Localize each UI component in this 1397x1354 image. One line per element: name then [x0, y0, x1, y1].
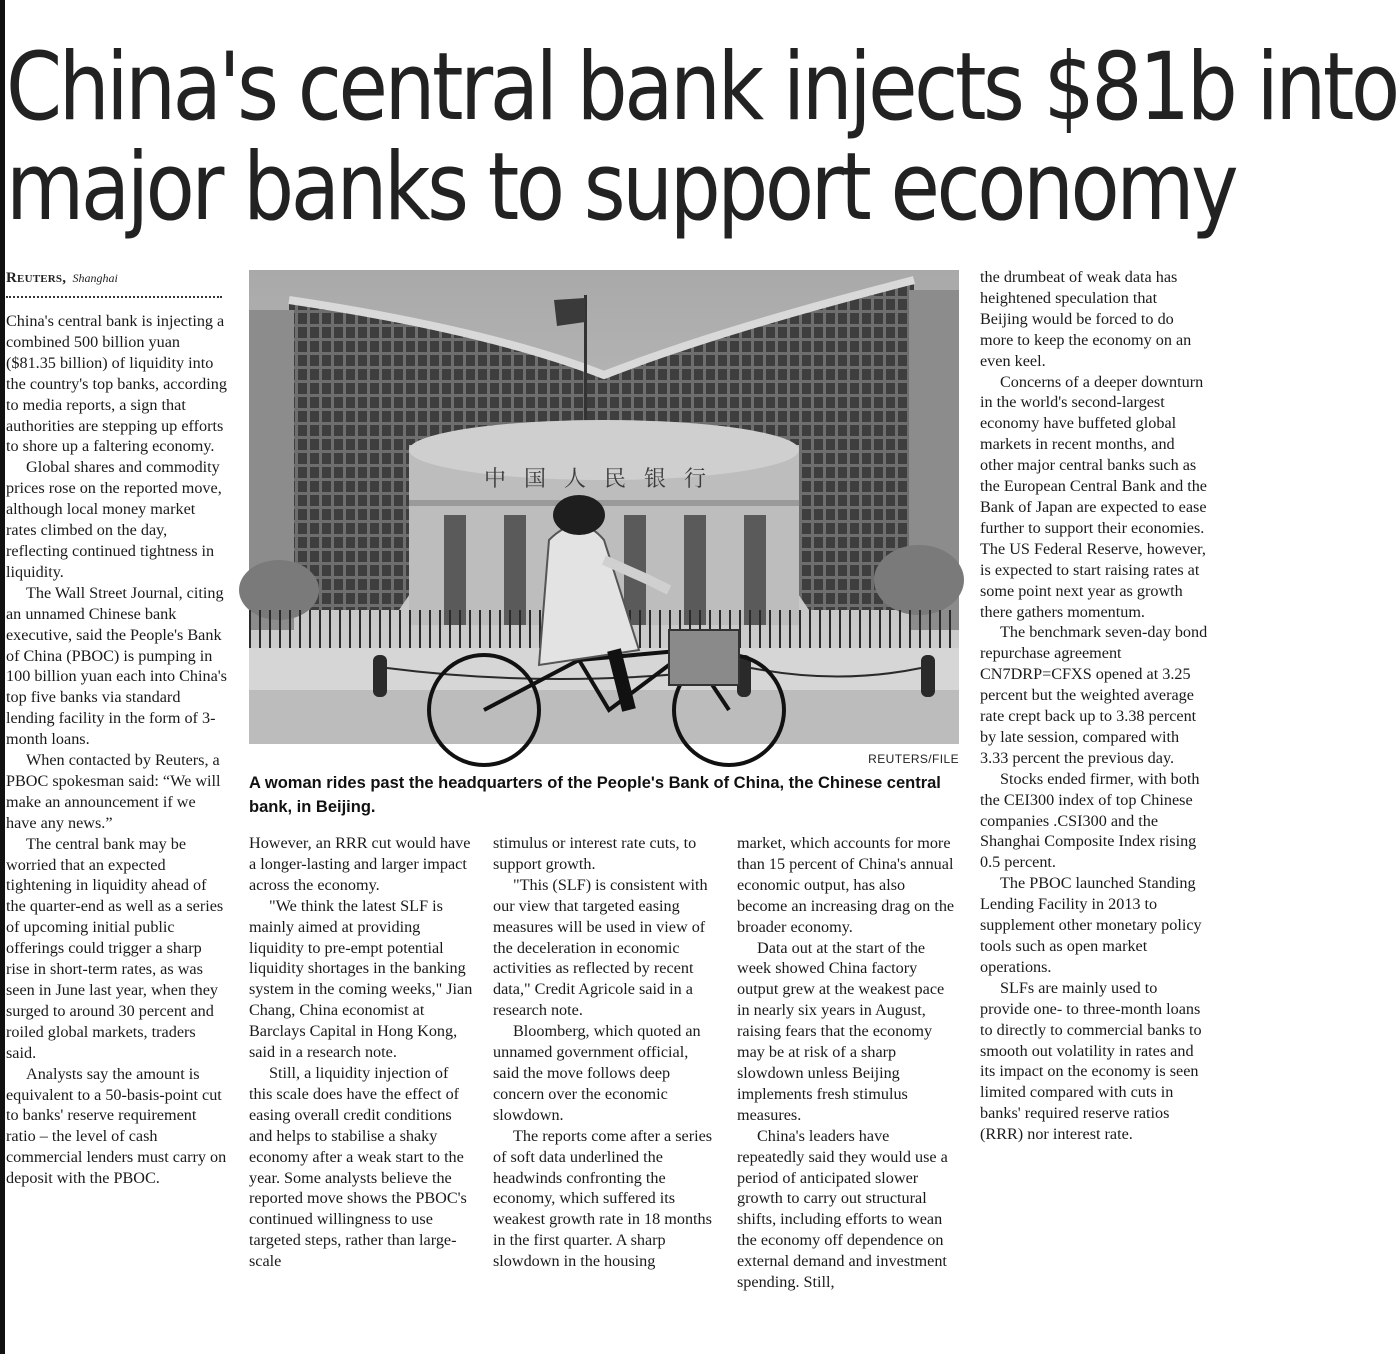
- article-column-5: [980, 267, 1208, 1145]
- building-sign: 中国人民银行: [483, 467, 725, 492]
- byline-location: Shanghai: [72, 271, 118, 285]
- article-paragraph: China's leaders have repeatedly said they would use a period of anticipated slower growth to carry out structural shifts, including efforts to wean the economy off dependence on external demand and investment spending. Still,: [737, 1126, 948, 1292]
- article-paragraph: Stocks ended firmer, with both the CEI300 index of top Chinese companies .CSI300 and the Shanghai Composite Index rising 0.5 percent.: [980, 769, 1200, 872]
- article-column-4: [737, 833, 959, 1293]
- article-paragraph: Bloomberg, which quoted an unnamed government official, said the move follows deep concern over the economic slowdown.: [493, 1022, 701, 1124]
- photo-caption: A woman rides past the headquarters of the People's Bank of China, the Chinese central bank, in Beijing.: [249, 774, 941, 816]
- photo-credit: REUTERS/FILE: [868, 752, 959, 766]
- article-paragraph: stimulus or interest rate cuts, to support growth.: [493, 834, 697, 873]
- article-column-2: [249, 833, 473, 1272]
- article-paragraph: The central bank may be worried that an expected tightening in liquidity ahead of the quarter-end as well as a series of upcoming initial public offerings could trigger a sharp rise in short-term rates, as was seen in June last year, when they surged to around 30 percent and roiled global markets, traders said.: [6, 834, 224, 1062]
- article-paragraph: "We think the latest SLF is mainly aimed at providing liquidity to pre-empt potential liquidity shortages in the banking system in the coming weeks," Jian Chang, China economist at Barclays Capital in Hong Kong, said in a research note.: [249, 896, 473, 1062]
- article-column-3: [493, 833, 717, 1272]
- article-paragraph: China's central bank is injecting a combined 500 billion yuan ($81.35 billion) of liquidity into the country's top banks, according to media reports, a sign that authorities are stepping up efforts to shore up a faltering economy.: [6, 312, 227, 456]
- article-paragraph: Global shares and commodity prices rose on the reported move, although local money market rates climbed on the day, reflecting continued tightness in liquidity.: [6, 458, 222, 581]
- article-column-1: [6, 311, 228, 1189]
- byline: [6, 270, 118, 287]
- article-paragraph: Still, a liquidity injection of this scale does have the effect of easing overall credit conditions and helps to stabilise a shaky economy after a weak start to the year. Some analysts believe the reported move shows the PBOC's continued willingness to use targeted steps, rather than large-scale: [249, 1063, 467, 1271]
- headline: [6, 33, 1397, 242]
- article-paragraph: The reports come after a series of soft data underlined the headwinds confronting the economy, which suffered its weakest growth rate in 18 months in the first quarter. A sharp slowdown in the housing: [493, 1126, 713, 1271]
- article-paragraph: market, which accounts for more than 15 percent of China's annual economic output, has also become an increasing drag on the broader economy.: [737, 834, 955, 936]
- pboc-headquarters-photo: [249, 270, 959, 744]
- article-paragraph: SLFs are mainly used to provide one- to three-month loans to directly to commercial banks to smooth out volatility in rates and its impact on the economy is seen limited compared with cuts in banks' required reserve ratios (RRR) nor interest rate.: [980, 978, 1202, 1144]
- article-paragraph: "This (SLF) is consistent with our view that targeted easing measures will be used in view of the deceleration in economic activities as reflected by recent data," Credit Agricole said in a research note.: [493, 875, 708, 1020]
- article-paragraph: The benchmark seven-day bond repurchase agreement CN7DRP=CFXS opened at 3.25 percent but the weighted average rate crept back up to 3.38 percent by late session, compared with 3.33 percent the previous day.: [980, 623, 1208, 767]
- headline-line-1: China's central bank injects $81b into: [6, 33, 1397, 142]
- article-paragraph: Concerns of a deeper downturn in the world's second-largest economy have buffeted global markets in recent months, and other major central banks such as the European Central Bank and the Bank of Japan are expected to ease further to support their economies. The US Federal Reserve, however, is expected to start raising rates at some point next year as growth there gathers momentum.: [980, 372, 1207, 621]
- article-paragraph: Analysts say the amount is equivalent to a 50-basis-point cut to banks' reserve requirement ratio – the level of cash commercial lenders must carry on deposit with the PBOC.: [6, 1064, 227, 1188]
- article-photo: [249, 270, 959, 744]
- article-paragraph: However, an RRR cut would have a longer-lasting and larger impact across the economy.: [249, 834, 471, 894]
- article-paragraph: The PBOC launched Standing Lending Facility in 2013 to supplement other monetary policy tools such as open market operations.: [980, 874, 1202, 976]
- article-paragraph: When contacted by Reuters, a PBOC spokesman said: “We will make an announcement if we have any news.”: [6, 751, 221, 832]
- article-paragraph: Data out at the start of the week showed China factory output grew at the weakest pace in nearly six years in August, raising fears that the economy may be at risk of a sharp slowdown unless Beijing implements fresh stimulus measures.: [737, 938, 945, 1124]
- page-edge-bar: [0, 0, 5, 1354]
- article-paragraph: The Wall Street Journal, citing an unnamed Chinese bank executive, said the People's Bank of China (PBOC) is pumping in 100 billion yuan each into China's top five banks via standard lending facility in the form of 3-month loans.: [6, 583, 227, 749]
- headline-line-2: major banks to support economy: [6, 133, 1236, 242]
- byline-divider: [6, 296, 222, 298]
- byline-agency: Reuters,: [6, 270, 67, 286]
- article-paragraph: the drumbeat of weak data has heightened speculation that Beijing would be forced to do more to keep the economy on an even keel.: [980, 268, 1192, 370]
